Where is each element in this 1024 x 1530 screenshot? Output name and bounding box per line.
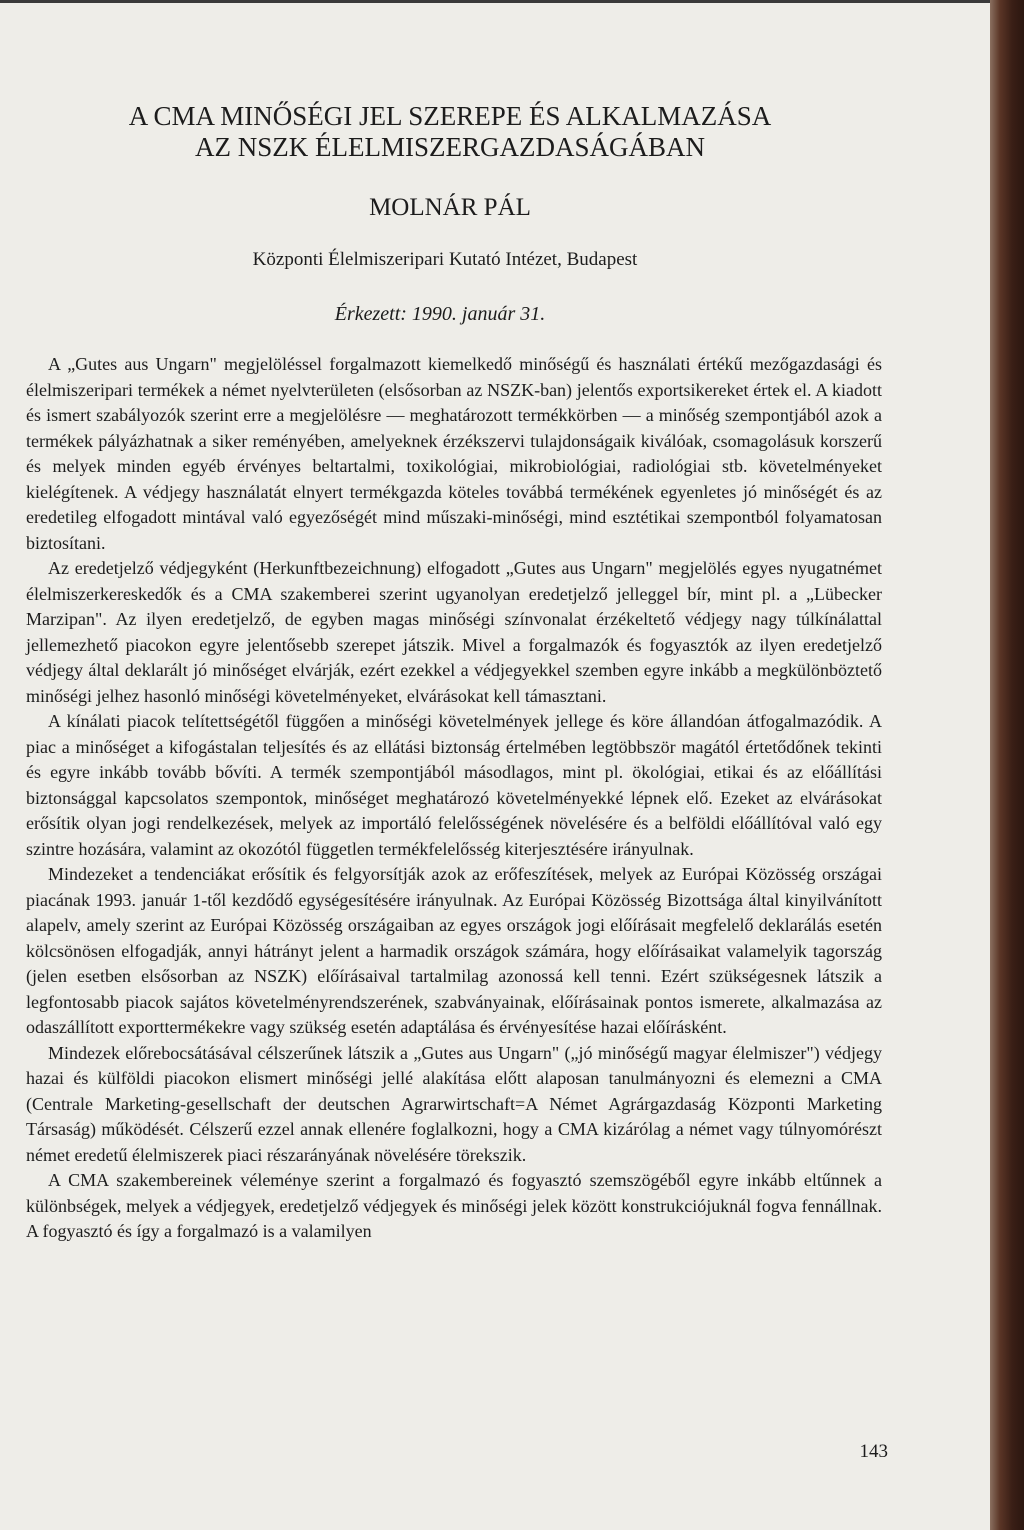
article-body <box>26 352 882 1245</box>
page-number: 143 <box>859 1441 888 1462</box>
body-paragraph: Az eredetjelző védjegyként (Herkunftbezeichnung) elfogadott „Gutes aus Ungarn" megjelölés egyes nyugatnémet élelmiszerkereskedők és a CMA szakemberei szerint ugyanolyan eredetjelző jelleggel bír, mint pl. a „Lübecker Marzipan". Az ilyen eredetjelző, de egyben magas minőségi színvonalat érzékeltető védjegy nagy túlkínálattal jellemezhető piacokon egyre jelentősebb szerepet játszik. Mivel a forgalmazók és fogyasztók az ilyen eredetjelző védjegy által deklarált jó minőséget elvárják, ezért ezekkel a védjegyekkel szemben egyre inkább a megkülönböztető minőségi jelhez hasonló minőségi követelményeket, elvárásokat kell támasztani. <box>26 558 882 706</box>
body-paragraph: A kínálati piacok telítettségétől függően a minőségi követelmények jellege és köre állandóan átfogalmazódik. A piac a minőséget a kifogástalan teljesítés és az ellátási biztonság értelmében legtöbbször magától értetődőnek tekinti és egyre inkább tovább bővíti. A termék szempontjából másodlagos, mint pl. ökológiai, etikai és az előállítási biztonsággal kapcsolatos szempontok, minőséget meghatározó követelményekké lépnek elő. Ezeket az elvárásokat erősítik olyan jogi rendelkezések, melyek az importáló felelősségének növelésére és a belföldi előállítóval való egy szintre hozására, valamint az okozótól független termékfelelősség kiterjesztésére irányulnak. <box>26 711 882 859</box>
body-paragraph: A „Gutes aus Ungarn" megjelöléssel forgalmazott kiemelkedő minőségű és használati értékű mezőgazdasági és élelmiszeripari termékek a német nyelvterületen (elsősorban az NSZK-ban) jelentős exportsikereket értek el. A kiadott és ismert szabályozók szerint erre a megjelölésre — meghatározott termékkörben — a minőség szempontjából azok a termékek pályázhatnak a siker reményében, amelyeknek érzékszervi tulajdonságaik kiválóak, csomagolásuk korszerű és melyek minden egyéb érvényes beltartalmi, toxikológiai, mikrobiológiai, radiológiai stb. követelményeket kielégítenek. A védjegy használatát elnyert termékgazda köteles továbbá termékének egyenletes jó minőségét és az eredetileg elfogadott mintával való egyezőségét mind műszaki-minőségi, mind esztétikai szempontból folyamatosan biztosítani. <box>26 354 882 553</box>
body-paragraph: A CMA szakembereinek véleménye szerint a forgalmazó és fogyasztó szemszögéből egyre inkább eltűnnek a különbségek, melyek a védjegyek, eredetjelző védjegyek és minőségi jelek között konstrukciójuknál fogva fennállnak. A fogyasztó és így a forgalmazó is a valamilyen <box>26 1170 882 1241</box>
body-paragraph: Mindezeket a tendenciákat erősítik és felgyorsítják azok az erőfeszítések, melyek az Európai Közösség országai piacának 1993. január 1-től kezdődő egységesítésére irányulnak. Az Európai Közösség Bizottsága által kinyilvánított alapelv, amely szerint az Európai Közösség országaiban az egyes országok jogi előírásait megfelelő deklarálás esetén kölcsönösen elfogadják, annyi hátrányt jelent a harmadik országok számára, hogy előírásaikat valamelyik tagország (jelen esetben elsősorban az NSZK) előírásaival tartalmilag azonossá kell tenni. Ezért szükségesnek látszik a legfontosabb piacok sajátos követelményrendszerének, szabványainak, előírásainak pontos ismerete, alkalmazása az odaszállított exporttermékekre vagy szükség esetén adaptálása és érvényesítése hazai előírásként. <box>26 864 882 1037</box>
article-title-line-1: A CMA MINŐSÉGI JEL SZEREPE ÉS ALKALMAZÁSA <box>128 101 772 131</box>
page-edge-shadow <box>990 0 1024 1530</box>
body-paragraph: Mindezek előrebocsátásával célszerűnek látszik a „Gutes aus Ungarn" („jó minőségű magyar élelmiszer") védjegy hazai és külföldi piacokon elismert minőségi jellé alakítása előtt alaposan tanulmányozni és elemezni a CMA (Centrale Marketing-gesellschaft der deutschen Agrarwirtschaft=A Német Agrárgazdaság Központi Marketing Társaság) működését. Célszerű ezzel annak ellenére foglalkozni, hogy a CMA kizárólag a német vagy túlnyomórészt német eredetű élelmiszerek piaci részarányának növelésére törekszik. <box>26 1042 882 1165</box>
author-affiliation: Központi Élelmiszeripari Kutató Intézet, Budapest <box>252 249 638 270</box>
author-name: MOLNÁR PÁL <box>369 194 531 221</box>
received-date: Érkezett: 1990. január 31. <box>334 303 546 325</box>
article-title-line-2: AZ NSZK ÉLELMISZERGAZDASÁGÁBAN <box>195 132 705 162</box>
top-border-line <box>0 0 1024 3</box>
